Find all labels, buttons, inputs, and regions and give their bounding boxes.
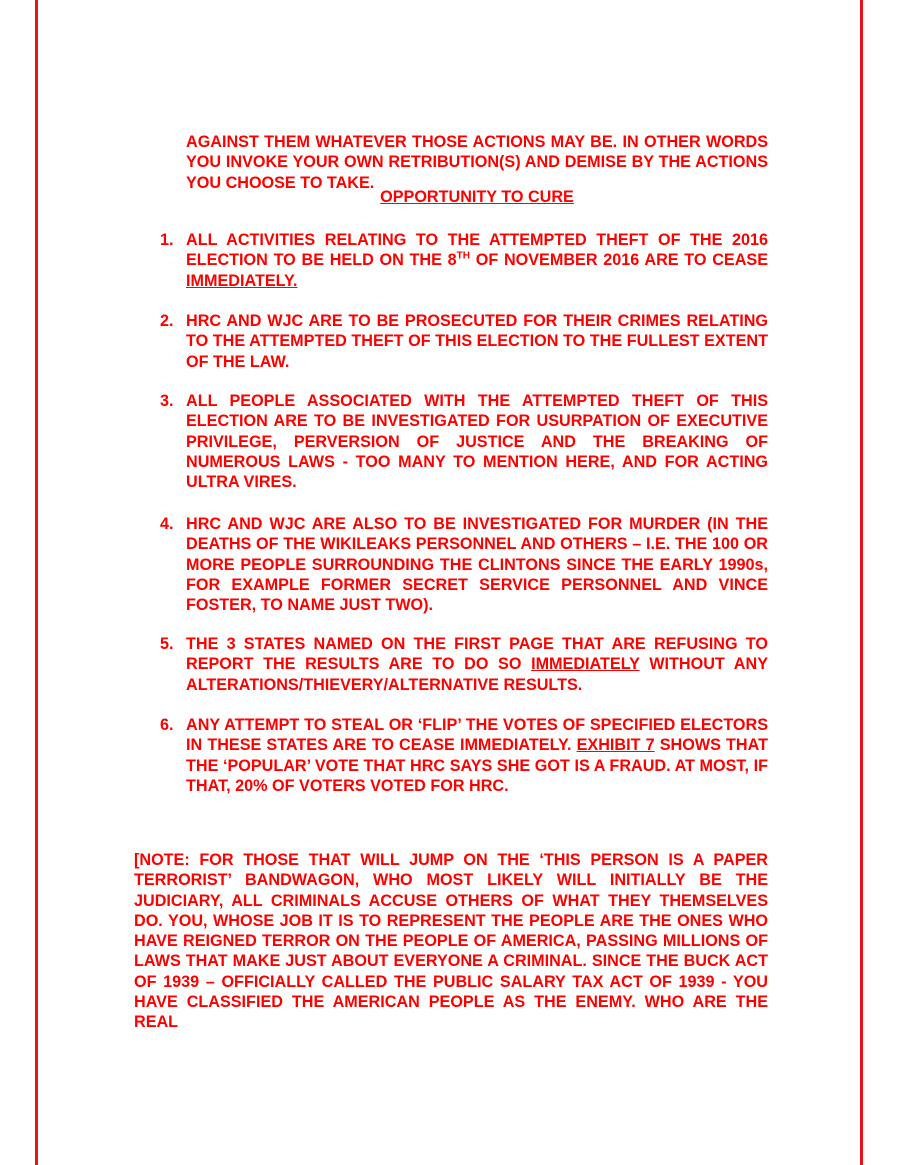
list-item-number: 6. [160, 716, 174, 734]
page-border-left [35, 0, 38, 1165]
page-border-right [860, 0, 863, 1165]
list-item-text: ALL PEOPLE ASSOCIATED WITH THE ATTEMPTED THEFT OF THIS ELECTION ARE TO BE INVESTIGATED FOR USURPATION OF EXECUTIVE PRIVILEGE, PERVERSION OF JUSTICE AND THE BREAKING OF NUMEROUS LAWS - TOO MANY TO MENTION HERE, AND FOR ACTING ULTRA VIRES. [186, 392, 768, 492]
list-item [150, 311, 770, 372]
underlined-text: IMMEDIATELY. [186, 271, 298, 290]
list-item-text: HRC AND WJC ARE ALSO TO BE INVESTIGATED FOR MURDER (IN THE DEATHS OF THE WIKILEAKS PERSONNEL AND OTHERS – I.E. THE 100 OR MORE PEOPLE SURROUNDING THE CLINTONS SINCE THE EARLY 1990s, FOR EXAMPLE FORMER SECRET SERVICE PERSONNEL AND VINCE FOSTER, TO NAME JUST TWO). [186, 515, 768, 615]
underlined-text: IMMEDIATELY [531, 655, 640, 674]
section-heading [186, 187, 768, 207]
list-item-number: 2. [160, 312, 174, 330]
list-item-number: 1. [160, 231, 174, 249]
note-paragraph: [NOTE: FOR THOSE THAT WILL JUMP ON THE ‘THIS PERSON IS A PAPER TERRORIST’ BANDWAGON, WHO MOST LIKELY WILL INITIALLY BE THE JUDICIARY, ALL CRIMINALS ACCUSE OTHERS OF WHAT THEY THEMSELVES DO. YOU, WHOSE JOB IT IS TO REPRESENT THE PEOPLE ARE THE ONES WHO HAVE REIGNED TERROR ON THE PEOPLE OF AMERICA, PASSING MILLIONS OF LAWS THAT MAKE JUST ABOUT EVERYONE A CRIMINAL. SINCE THE BUCK ACT OF 1939 – OFFICIALLY CALLED THE PUBLIC SALARY TAX ACT OF 1939 - YOU HAVE CLASSIFIED THE AMERICAN PEOPLE AS THE ENEMY. WHO ARE THE REAL [134, 851, 768, 1032]
list-item-text: THE 3 STATES NAMED ON THE FIRST PAGE THAT ARE REFUSING TO REPORT THE RESULTS ARE TO DO SO IMMEDIATELY WITHOUT ANY ALTERATIONS/THIEVERY/ALTERNATIVE RESULTS. [186, 635, 768, 694]
list-item-text: ANY ATTEMPT TO STEAL OR ‘FLIP’ THE VOTES OF SPECIFIED ELECTORS IN THESE STATES ARE TO CEASE IMMEDIATELY. EXHIBIT 7 SHOWS THAT THE ‘POPULAR’ VOTE THAT HRC SAYS SHE GOT IS A FRAUD. AT MOST, IF THAT, 20% OF VOTERS VOTED FOR HRC. [186, 716, 768, 795]
list-item-text: ALL ACTIVITIES RELATING TO THE ATTEMPTED THEFT OF THE 2016 ELECTION TO BE HELD ON THE 8TH OF NOVEMBER 2016 ARE TO CEASE IMMEDIATELY. [186, 231, 768, 290]
section-heading-text: OPPORTUNITY TO CURE [380, 188, 574, 206]
list-item [150, 391, 770, 492]
list-item-number: 4. [160, 515, 174, 533]
superscript: TH [456, 250, 471, 262]
list-item [150, 715, 770, 796]
list-item [150, 230, 770, 291]
list-item-number: 3. [160, 392, 174, 410]
intro-paragraph: AGAINST THEM WHATEVER THOSE ACTIONS MAY BE. IN OTHER WORDS YOU INVOKE YOUR OWN RETRIBUTION(S) AND DEMISE BY THE ACTIONS YOU CHOOSE TO TAKE. [186, 133, 768, 192]
list-item-number: 5. [160, 635, 174, 653]
list-item [150, 634, 770, 695]
list-item [150, 514, 770, 615]
underlined-text: EXHIBIT 7 [576, 736, 655, 755]
list-item-text: HRC AND WJC ARE TO BE PROSECUTED FOR THEIR CRIMES RELATING TO THE ATTEMPTED THEFT OF THIS ELECTION TO THE FULLEST EXTENT OF THE LAW. [186, 312, 768, 371]
